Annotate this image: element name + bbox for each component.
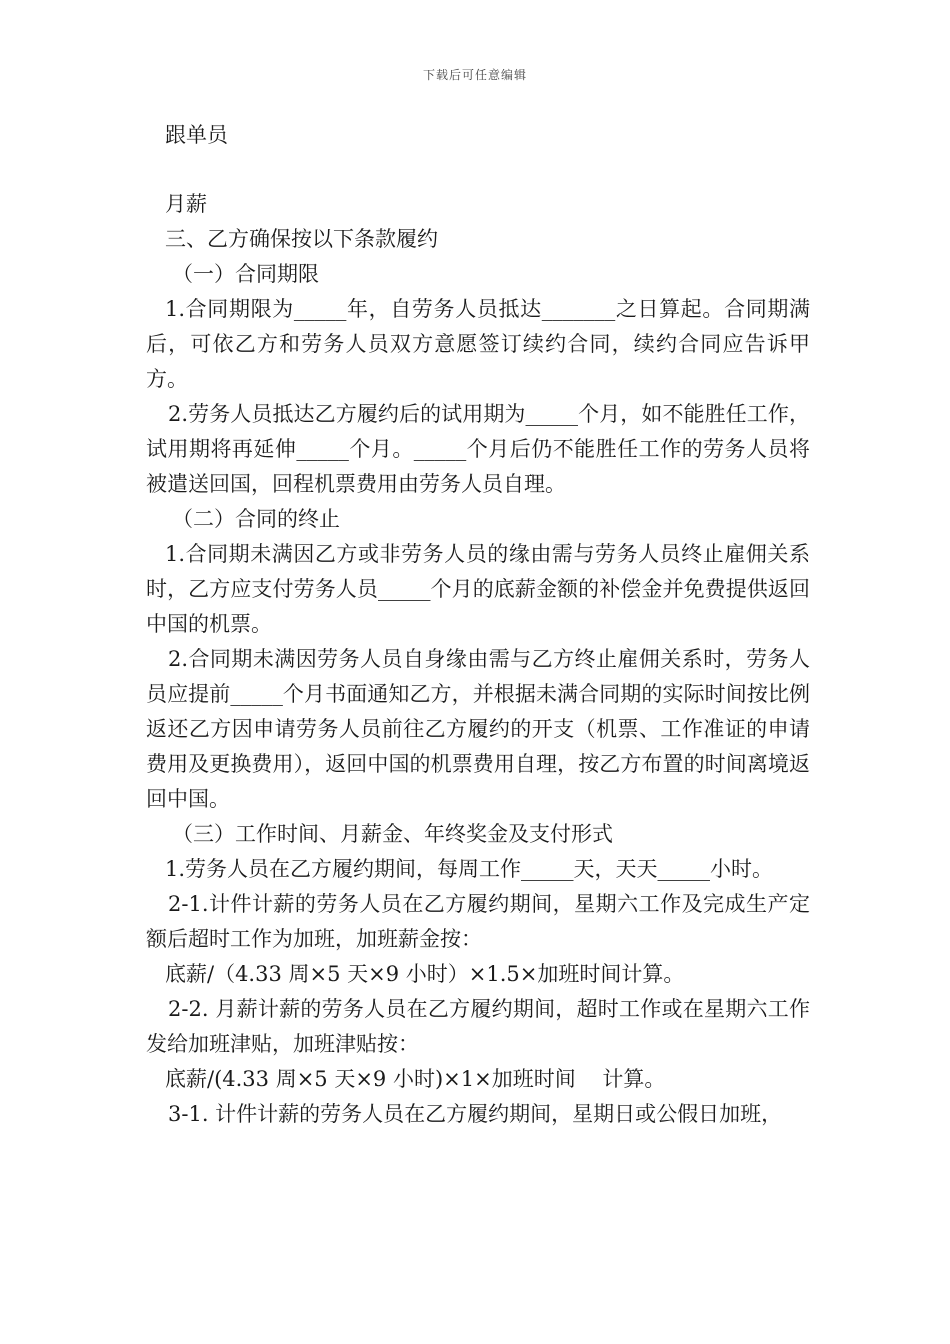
overtime-formula-1: 底薪/（4.33 周×5 天×9 小时）×1.5×加班时间计算。 — [165, 962, 685, 986]
clause-1-1: 1.合同期限为_____年，自劳务人员抵达_______之日算起。合同期满后，可依乙方和劳务人员双方意愿签订续约合同，续约合同应告诉甲方。 — [146, 297, 810, 391]
subsection-3-heading: （三）工作时间、月薪金、年终奖金及支付形式 — [172, 822, 613, 846]
clause-3-2-1: 2-1.计件计薪的劳务人员在乙方履约期间，星期六工作及完成生产定额后超时工作为加班，加班薪金按： — [146, 892, 810, 951]
page-header: 下载后可任意编辑 — [422, 68, 527, 82]
clause-2-1: 1.合同期未满因乙方或非劳务人员的缘由需与劳务人员终止雇佣关系时，乙方应支付劳务人员_____个月的底薪金额的补偿金并免费提供返回中国的机票。 — [146, 542, 810, 636]
document-body — [146, 118, 810, 1132]
section-3-heading: 三、乙方确保按以下条款履约 — [165, 227, 438, 251]
clause-3-3-1: 3-1. 计件计薪的劳务人员在乙方履约期间，星期日或公假日加班， — [168, 1102, 783, 1126]
clause-2-2: 2.合同期未满因劳务人员自身缘由需与乙方终止雇佣关系时，劳务人员应提前_____个月书面通知乙方，并根据未满合同期的实际时间按比例返还乙方因申请劳务人员前往乙方履约的开支（机票、工作准证的申请费用及更换费用），返回中国的机票费用自理，按乙方布置的时间离境返回中国。 — [146, 647, 810, 811]
job-title-line: 跟单员 — [165, 123, 228, 147]
clause-3-2-2: 2-2. 月薪计薪的劳务人员在乙方履约期间，超时工作或在星期六工作发给加班津贴，加班津贴按： — [146, 997, 810, 1056]
clause-1-2: 2.劳务人员抵达乙方履约后的试用期为_____个月，如不能胜任工作，试用期将再延伸_____个月。_____个月后仍不能胜任工作的劳务人员将被遣送回国，回程机票费用由劳务人员自理。 — [146, 402, 810, 496]
clause-3-1: 1.劳务人员在乙方履约期间，每周工作_____天，天天_____小时。 — [165, 857, 774, 881]
salary-line: 月薪 — [165, 192, 207, 216]
overtime-formula-2: 底薪/(4.33 周×5 天×9 小时)×1×加班时间 计算。 — [165, 1067, 666, 1091]
subsection-1-heading: （一）合同期限 — [172, 262, 319, 286]
subsection-2-heading: （二）合同的终止 — [172, 507, 340, 531]
